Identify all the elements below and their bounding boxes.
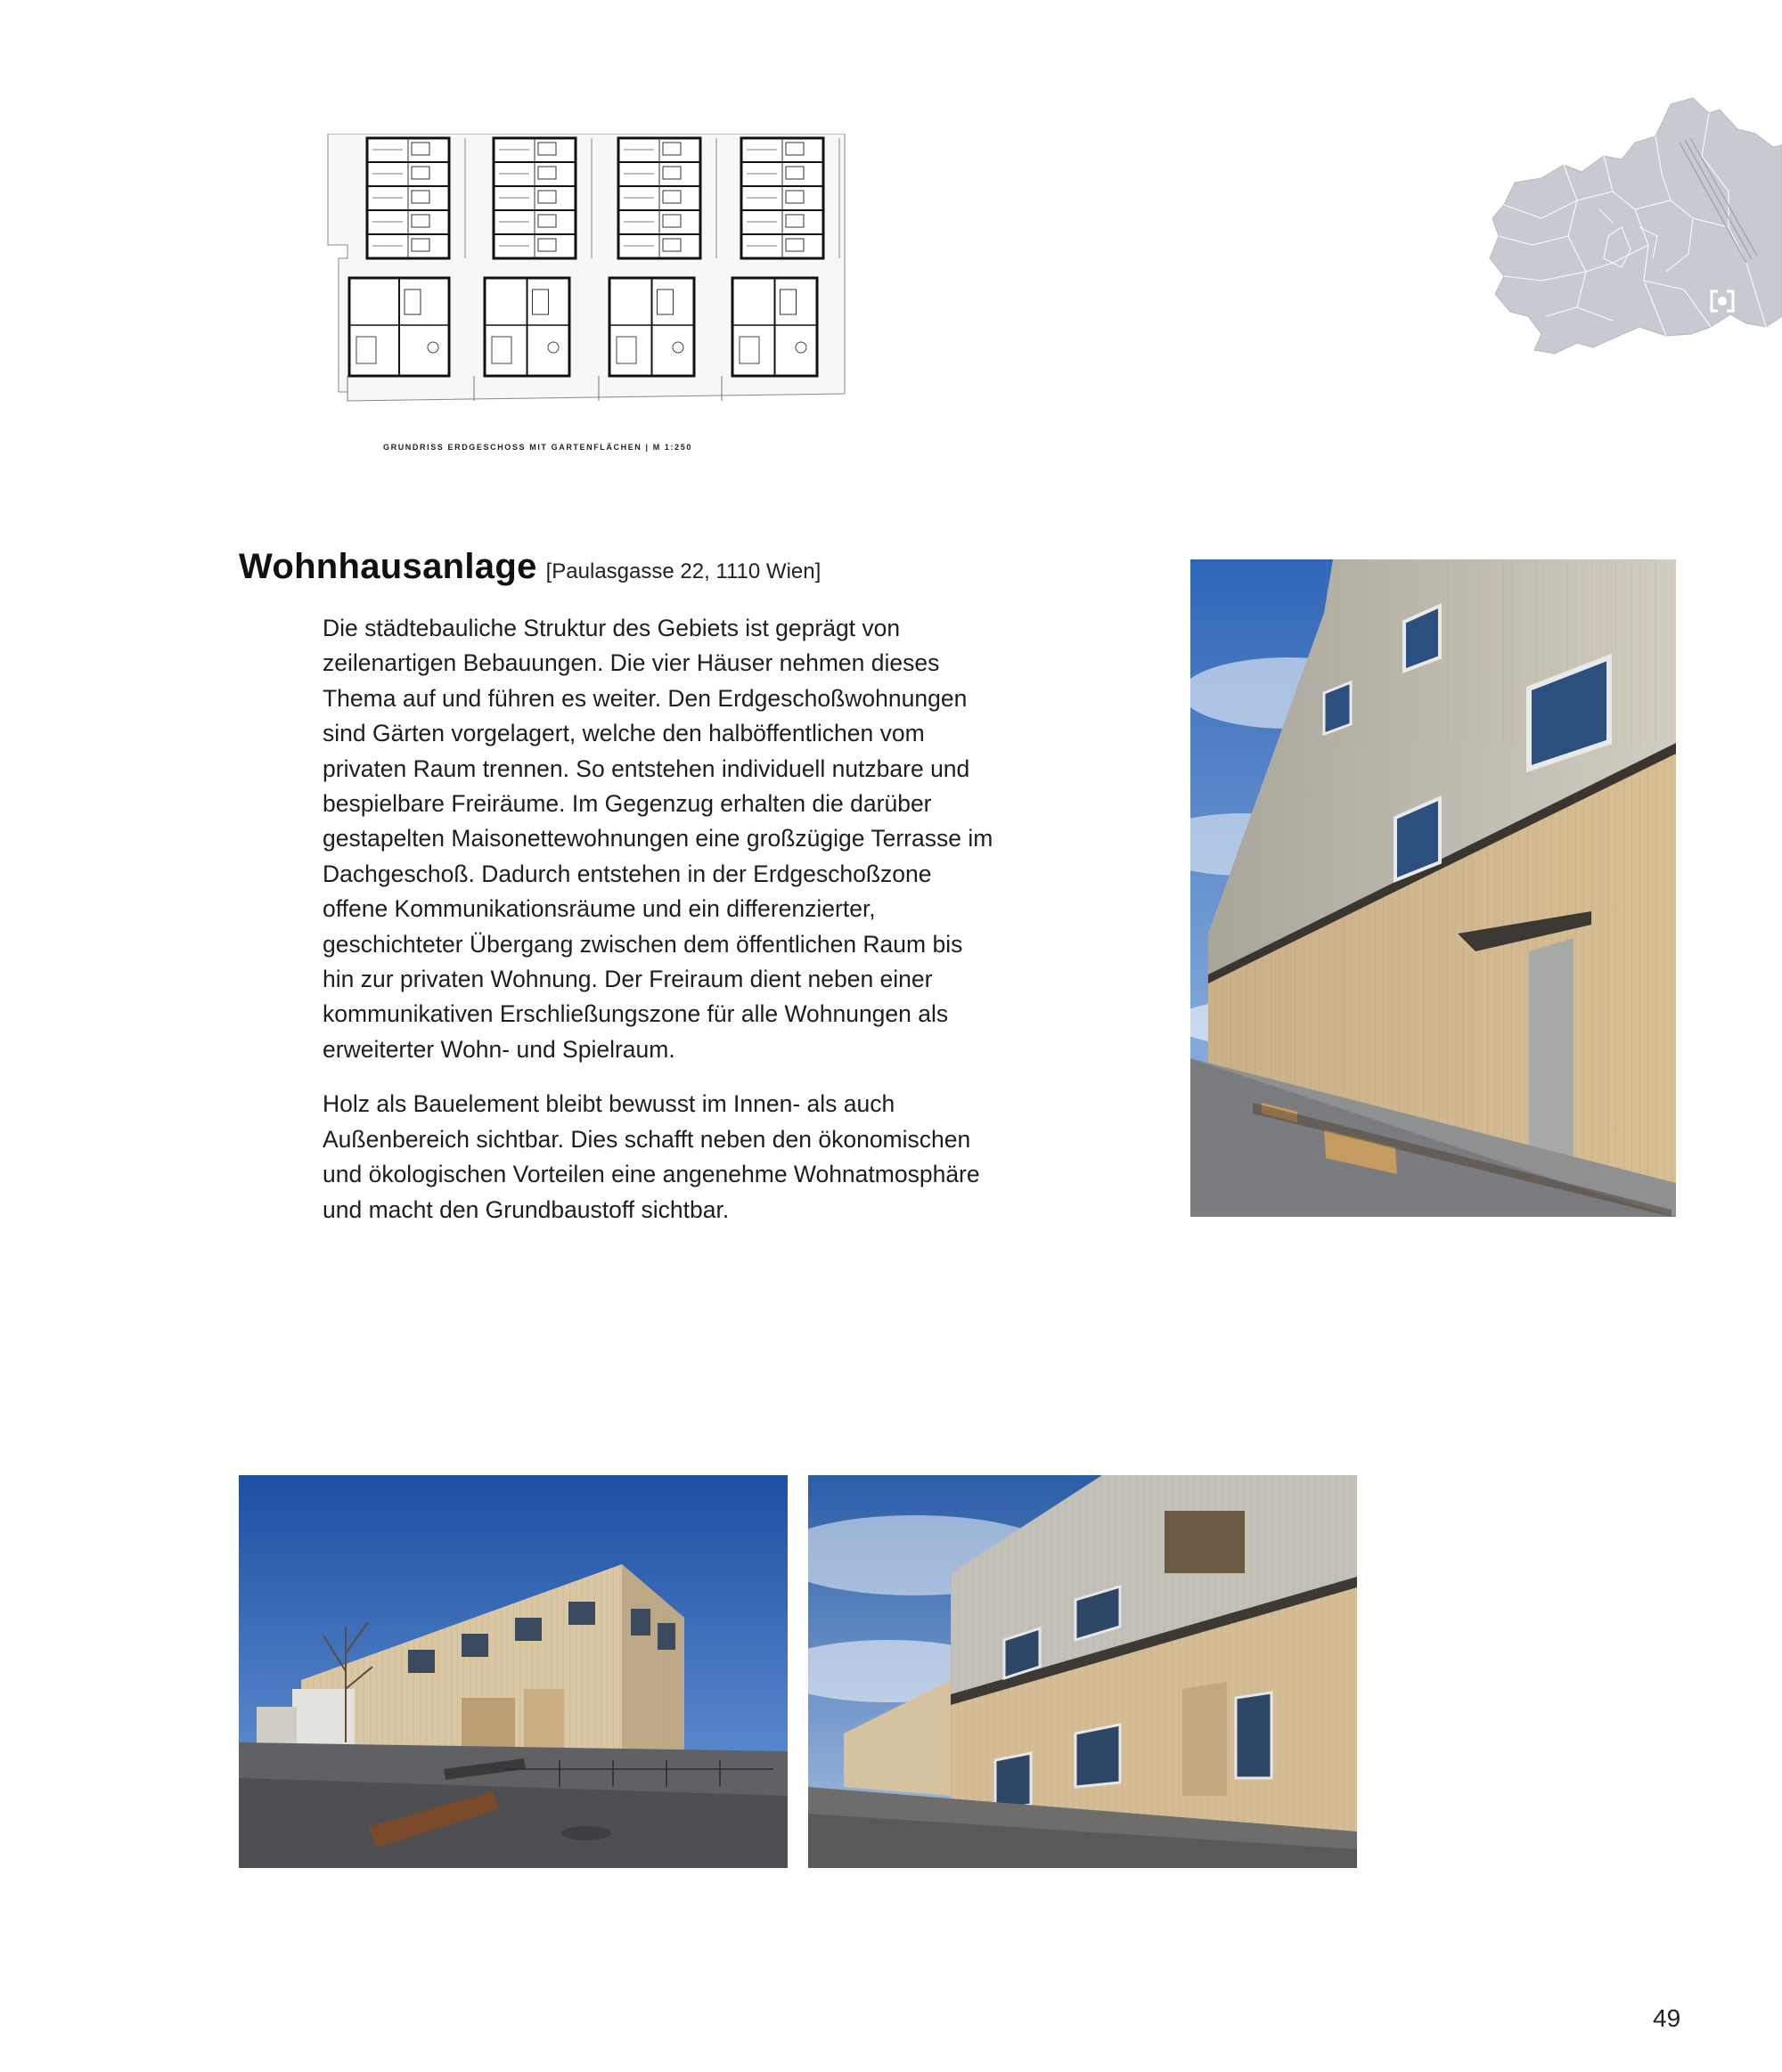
vienna-district-map: [1479, 94, 1782, 361]
terrace-photo: [808, 1475, 1357, 1868]
paragraph-1: Die städtebauliche Struktur des Gebiets ist geprägt von zeilenartigen Bebauungen. Die vier Häuser nehmen dieses Thema auf und führen es weiter. Den Erdgeschoßwohnungen sind Gärten vorgelagert, welche den halböffentlichen vom privaten Raum trennen. So entstehen individuell nutzbare und bespielbare Freiräume. Im Gegenzug erhalten die darüber gestapelten Maisonettewohnungen eine großzügige Terrasse im Dachgeschoß. Dadurch entstehen in der Erdgeschoßzone offene Kommunikationsräume und ein differenzierter, geschichteter Übergang zwischen dem öffentlichen Raum bis hin zur privaten Wohnung. Der Freiraum dient neben einer kommunikativen Erschließungszone für alle Wohnungen als erweiterter Wohn- und Spielraum.: [323, 615, 993, 1063]
plan-caption: GRUNDRISS ERDGESCHOSS MIT GARTENFLÄCHEN | M 1:250: [383, 443, 692, 452]
floor-plan-drawing: [321, 134, 846, 410]
article-heading: [239, 549, 821, 584]
article-body: [323, 611, 1000, 1247]
page-number: 49: [1653, 2004, 1681, 2032]
article-title: Wohnhausanlage: [239, 547, 537, 586]
facade-photo: [1190, 559, 1676, 1217]
paragraph-2: Holz als Bauelement bleibt bewusst im Innen- als auch Außenbereich sichtbar. Dies schafft neben den ökonomischen und ökologischen Vorteilen eine angenehme Wohnatmosphäre und macht den Grundbaustoff sichtbar.: [323, 1090, 980, 1223]
courtyard-photo: [239, 1475, 788, 1868]
article-address: [Paulasgasse 22, 1110 Wien]: [545, 559, 822, 583]
